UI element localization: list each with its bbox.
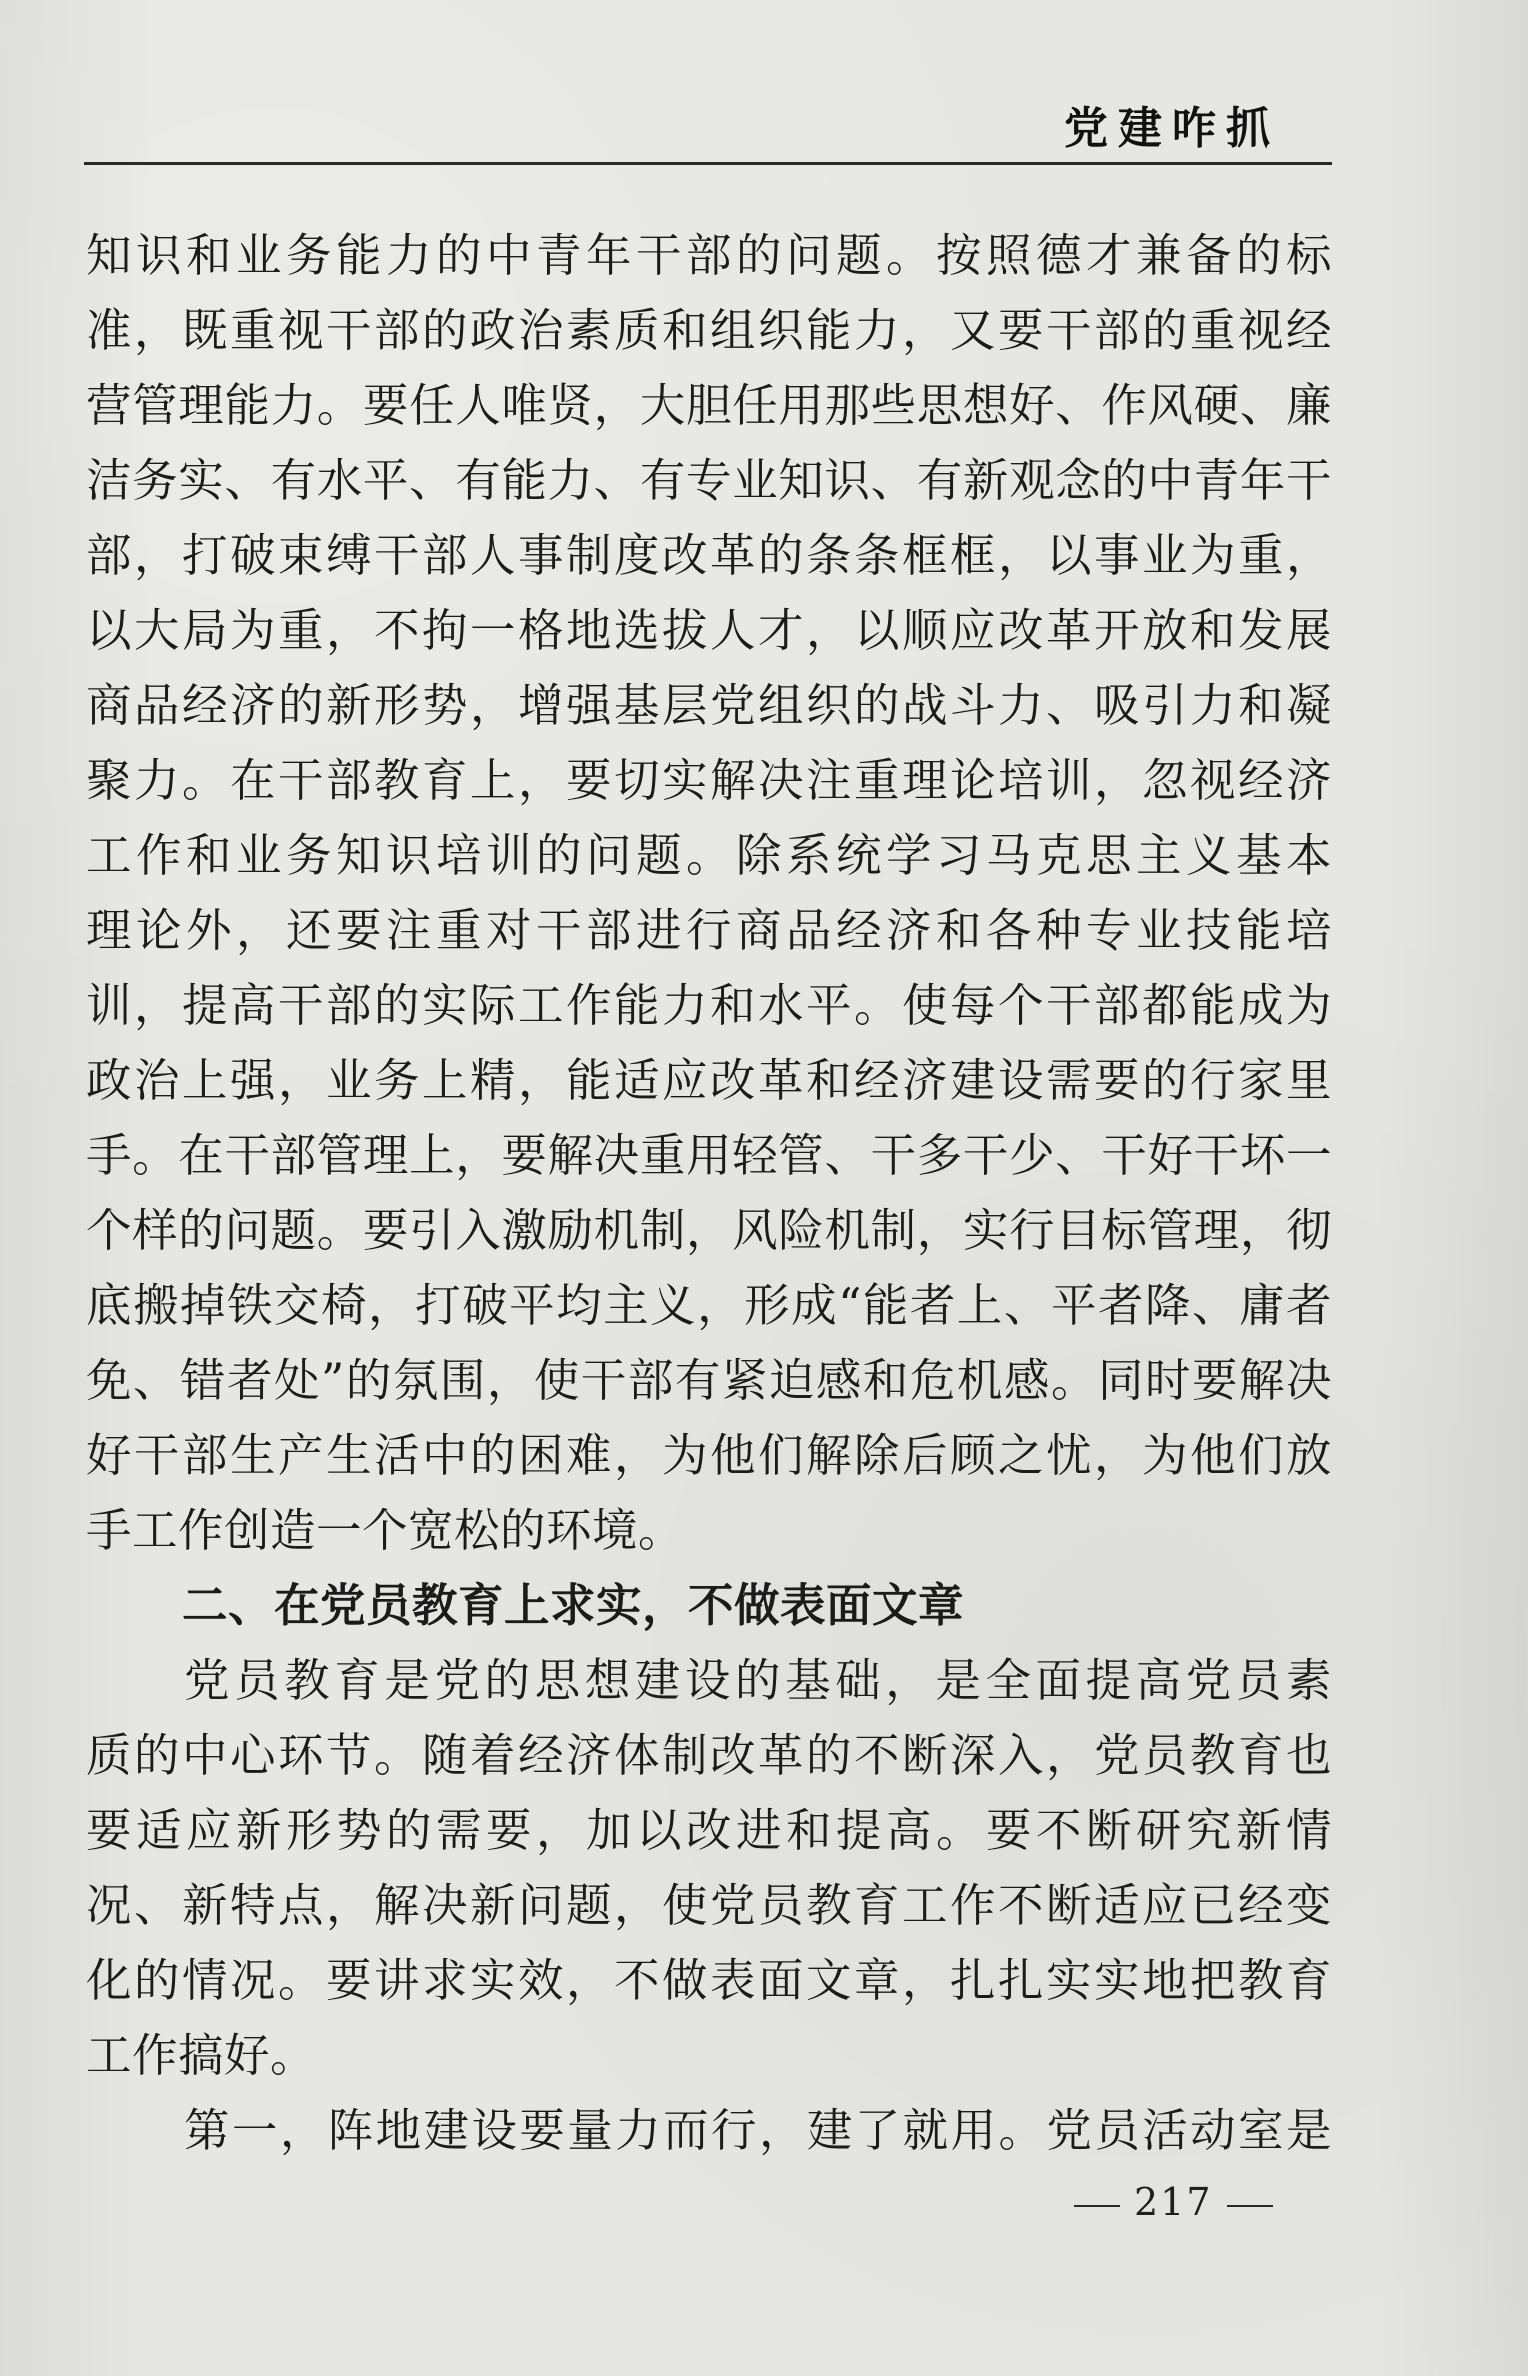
text-line: 好干部生产生活中的困难，为他们解除后顾之忧，为他们放 [86,1429,1332,1482]
text-line: 商品经济的新形势，增强基层党组织的战斗力、吸引力和凝 [86,679,1332,732]
text-line: 洁务实、有水平、有能力、有专业知识、有新观念的中青年干 [86,454,1332,507]
running-head-title: 党建咋抓 [1064,103,1280,154]
text-line: 要适应新形势的需要，加以改进和提高。要不断研究新情 [86,1804,1332,1857]
text-line: 以大局为重，不拘一格地选拔人才，以顺应改革开放和发展 [86,604,1332,657]
text-line: 党员教育是党的思想建设的基础，是全面提高党员素 [184,1654,1332,1707]
text-line: 训，提高干部的实际工作能力和水平。使每个干部都能成为 [86,979,1332,1032]
text-line: 知识和业务能力的中青年干部的问题。按照德才兼备的标 [86,229,1332,282]
section-heading: 二、在党员教育上求实，不做表面文章 [182,1579,965,1632]
text-line: 化的情况。要讲求实效，不做表面文章，扎扎实实地把教育 [86,1954,1332,2007]
page-number-dash-right [1227,2205,1273,2207]
text-line: 营管理能力。要任人唯贤，大胆任用那些思想好、作风硬、廉 [86,379,1332,432]
text-line: 政治上强，业务上精，能适应改革和经济建设需要的行家里 [86,1054,1332,1107]
page-number-dash-left [1074,2205,1120,2207]
text-line: 工作搞好。 [86,2029,317,2082]
text-line: 手工作创造一个宽松的环境。 [86,1504,685,1557]
text-line: 质的中心环节。随着经济体制改革的不断深入，党员教育也 [86,1729,1332,1782]
text-line: 个样的问题。要引入激励机制，风险机制，实行目标管理，彻 [86,1204,1332,1257]
text-line: 聚力。在干部教育上，要切实解决注重理论培训，忽视经济 [86,754,1332,807]
body-text [86,218,1332,2168]
text-line: 手。在干部管理上，要解决重用轻管、干多干少、干好干坏一 [86,1129,1332,1182]
text-line: 免、错者处”的氛围，使干部有紧迫感和危机感。同时要解决 [86,1354,1332,1407]
text-line: 工作和业务知识培训的问题。除系统学习马克思主义基本 [86,829,1332,882]
text-line: 况、新特点，解决新问题，使党员教育工作不断适应已经变 [86,1879,1332,1932]
text-line: 底搬掉铁交椅，打破平均主义，形成“能者上、平者降、庸者 [86,1279,1332,1332]
text-line: 部，打破束缚干部人事制度改革的条条框框，以事业为重， [86,529,1332,582]
text-line: 准，既重视干部的政治素质和组织能力，又要干部的重视经 [86,304,1332,357]
header-rule [84,162,1332,165]
text-line: 第一，阵地建设要量力而行，建了就用。党员活动室是 [184,2104,1332,2157]
text-line: 理论外，还要注重对干部进行商品经济和各种专业技能培 [86,904,1332,957]
page-number-value: 217 [1134,2180,1213,2224]
page-number [1060,2180,1287,2224]
